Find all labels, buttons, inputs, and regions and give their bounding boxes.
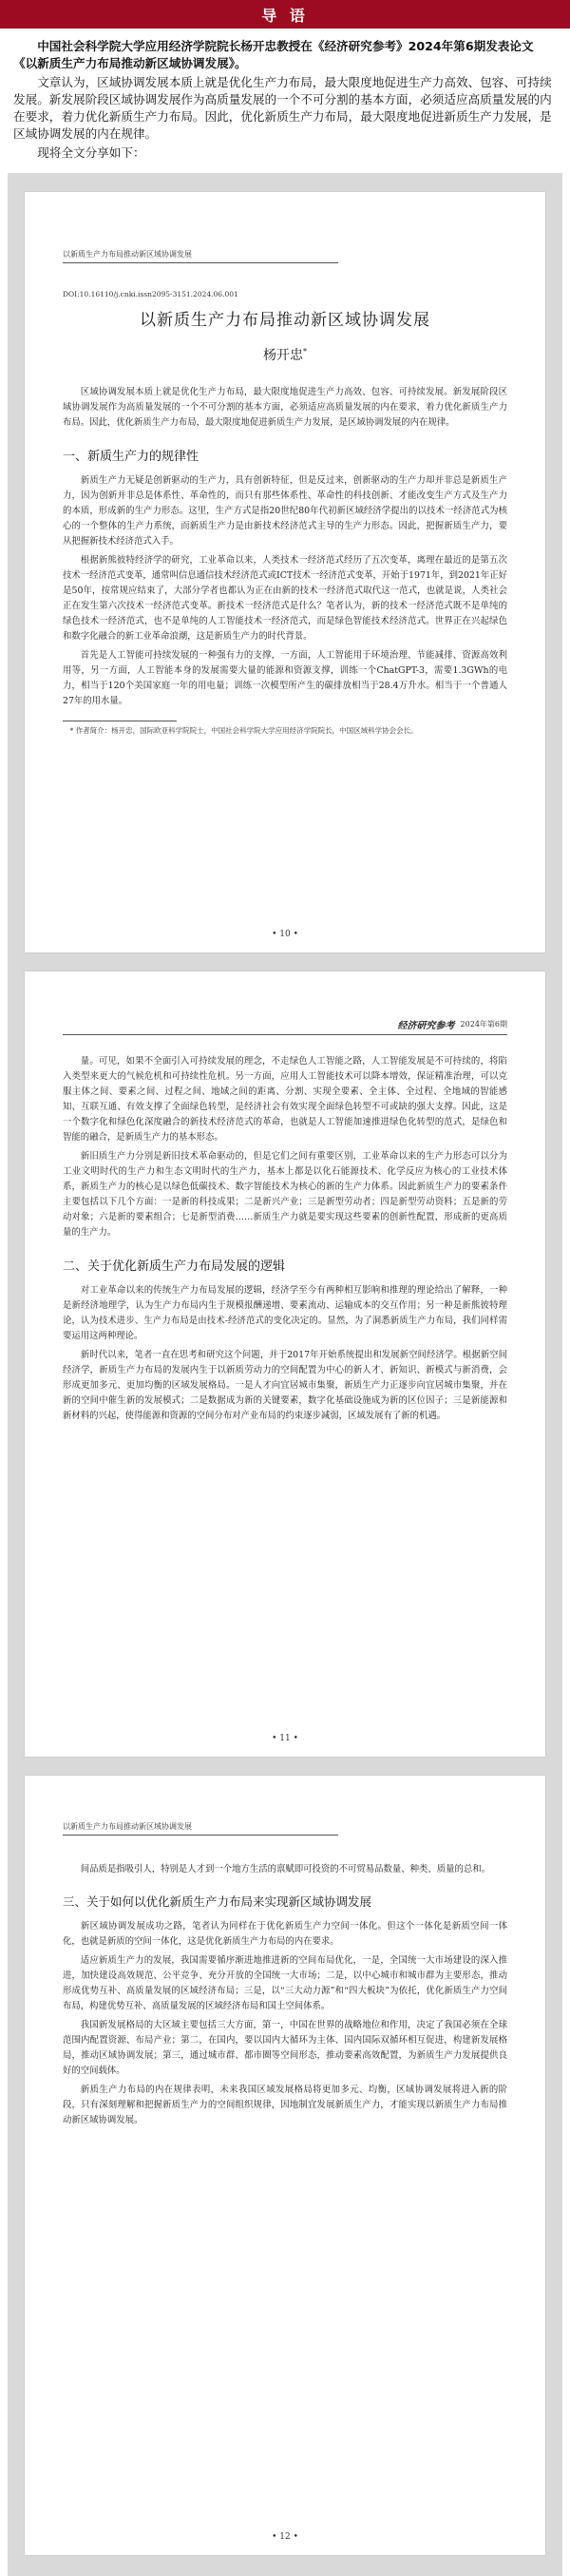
intro-share: 现将全文分享如下：: [37, 145, 145, 160]
banner-title: 导 语: [261, 6, 309, 25]
paragraph: 新旧质生产力分别是新旧技术革命驱动的，但是它们之间有重要区别，工业革命以来的生产力形态可以分为工业文明时代的生产力和生态文明时代的生产力，基本上都是以化石能源技术、化学反应为核心的工业技术体系，新质生产力的核心是以绿色低碳技术、数字智能技术为核心的新的生产力体系。因此新质生产力的要素条件主要包括以下几个方面：一是新的科技成果；二是新兴产业；三是新型劳动者；四是新型劳动资料；五是新的劳动对象；六是新的要素组合；七是新型消费……新质生产力就是要实现这些要素的创新性配置，形成新的更高质量的生产力。: [63, 1151, 507, 1238]
running-head: 以新质生产力布局推动新区域协调发展: [63, 249, 338, 263]
intro-section: [0, 29, 570, 167]
abstract-text: 区域协调发展本质上就是优化生产力布局，最大限度地促进生产力高效、包容、可持续发展。新发展阶段区域协调发展作为高质量发展的一个不可分割的基本方面，必须适应高质量发展的内在要求，着力优化新质生产力布局。因此，优化新质生产力布局，最大限度地促进新质生产力发展，是区域协调发展的内在规律。: [63, 387, 507, 428]
footnote-mark: *: [69, 726, 74, 735]
paragraph: 首先是人工智能可持续发展的一种强有力的支撑，一方面，人工智能用于环境治理、节能减排、资源高效利用等，另一方面，人工智能本身的发展需要大量的能源和资源支撑，训练一个ChatGPT-3，需要1.3GWh的电力，相当于120个美国家庭一年的用电量；训练一次模型所产生的碳排放相当于28.4万升水。相当于一个普通人27年的用水量。: [63, 650, 507, 706]
author-footnote-mark: *: [303, 347, 307, 356]
page-number: • 12 •: [272, 2532, 298, 2542]
author-footnote: [63, 725, 507, 737]
paragraph: 新质生产力布局的内在规律表明，未来我国区域发展格局将更加多元、均衡，区域协调发展将进入新的阶段，只有深刻理解和把握新质生产力的空间组织规律，因地制宜发展新质生产力，才能实现以新质生产力布局推动新区域协调发展。: [63, 2085, 507, 2125]
author-name: 杨开忠: [263, 348, 303, 363]
paragraph: 新时代以来，笔者一直在思考和研究这个问题，并于2017年开始系统提出和发展新空间经济学。根据新空间经济学，新质生产力布局的发展内生于以新质劳动力的空间配置为中心的新人才、新知识、新模式与新消费，会形成更加多元、更加均衡的区域发展格局。一是人才向宜居城市集聚，新质生产力正逐步向宜居城市集聚，并在新的空间中催生新的发展模式；二是数据成为新的关键要素，数字化基础设施成为新的区位因子；三是新能源和新材料的兴起，使得能源和资源的空间分布对产业布局的约束逐步减弱，区域发展有了新的机遇。: [63, 1350, 507, 1421]
page12-body-continued: [63, 1919, 507, 2128]
section-heading-3: 三、关于如何以优化新质生产力布局来实现新区域协调发展: [63, 1894, 372, 1909]
journal-logo: 经济研究参考: [397, 1021, 455, 1031]
article-page-12: [25, 1776, 545, 2555]
page11-body: [63, 1054, 507, 1240]
journal-header: [63, 1017, 507, 1035]
paragraph: 新区域协调发展成功之路，笔者认为同样在于优化新质生产力空间一体化。但这个一体化是新质空间一体化，也就是新质的空间一体化，这是优化新质生产力布局的内在要求。: [63, 1921, 507, 1947]
doi-line: DOI:10.16110/j.cnki.issn2095-3151.2024.06.001: [63, 290, 238, 298]
page-number: • 11 •: [272, 1734, 298, 1743]
intro-banner: [0, 0, 570, 29]
article-abstract: [63, 385, 507, 431]
paragraph: 间品质是指吸引人，特别是人才到一个地方生活的禀赋即可投资的不可贸易品数量、种类、质量的总和。: [80, 1864, 491, 1874]
paragraph: 根据新熊彼特经济学的研究，工业革命以来，人类技术一经济范式经历了五次变革，离理在最近的是第五次技术一经济范式变革，通常叫信息通信技术经济范式或ICT技术一经济范式变革，开始于1971年，到2021年正好是50年，按常规应结束了，大部分学者也都认为正在由新的技术一经济范式取代这一范式，也就是说，人类社会正在发生第六次技术一经济范式变革。新技术一经济范式是什么？笔者认为，新的技术一经济范式既不是单纯的绿色技术一经济范式，也不是单纯的人工智能技术一经济范式，而是绿色智能技术经济范式。世界正在兴起绿色和数字化融合的新工业革命浪潮，这是新质生产力的时代背景。: [63, 555, 507, 642]
intro-body: 文章认为，区域协调发展本质上就是优化生产力布局，最大限度地促进生产力高效、包容、可持续发展。新发展阶段区域协调发展作为高质量发展的一个不可分割的基本方面，必须适应高质量发展的内在要求，着力优化新质生产力布局。因此，优化新质生产力布局，最大限度地促进新质生产力发展，是区域协调发展的内在规律。: [13, 75, 552, 141]
article-page-11: [25, 971, 545, 1757]
paragraph: 适应新质生产力的发展，我国需要循序渐进地推进新的空间布局优化，一是，全国统一大市场建设的深入推进，加快建设高效规范、公平竞争、充分开放的全国统一大市场；二是，以中心城市和城市群为主要形态，推动形成优势互补、高质量发展的区域经济布局；三是，以“三大动力源”和“四大板块”为依托，优化新质生产力空间布局，构建优势互补、高质量发展的区域经济布局和国土空间体系。: [63, 1955, 507, 2011]
article-page-10: [25, 192, 545, 952]
running-head: 以新质生产力布局推动新区域协调发展: [63, 1821, 338, 1836]
page10-body: [63, 473, 507, 709]
footnote-text: 作者简介：杨开忠，国际欧亚科学院院士，中国社会科学院大学应用经济学院院长，中国区域科学协会会长。: [75, 726, 418, 735]
paragraph: 我国新发展格局的大区域主要包括三大方面，第一，中国在世界的战略地位和作用，决定了我国必须在全球范围内配置资源、布局产业；第二，在国内，要以国内大循环为主体、国内国际双循环相互促进，构建新发展格局，推动区域协调发展；第三，通过城市群、都市圈等空间形态，推动要素高效配置，为新质生产力发展提供良好的空间载体。: [63, 2020, 507, 2076]
journal-issue: 2024年第6期: [460, 1020, 507, 1028]
page11-body-continued: [63, 1283, 507, 1424]
intro-lead: 中国社会科学院大学应用经济学院院长杨开忠教授在《经济研究参考》2024年第6期发表论文《以新质生产力布局推动新区域协调发展》。: [13, 39, 534, 70]
paragraph: 量。可见，如果不全面引入可持续发展的理念，不走绿色人工智能之路，人工智能发展是不可持续的，将陷入类型来更大的气候危机和可持续性危机。另一方面，应用人工智能技术可以降本增效，保证精准治理，可以克服主体之间、要素之间、过程之间、地域之间的距离、分割、实现全要素、全主体、全过程、全地域的智能感知、互联互通、有效支撑了全面绿色转型，是经济社会有效实现全面绿色转型不可或缺的强大支撑。因此，这是一个数字化和绿色化深度融合的新技术经济范式的革命，也就是人工智能加速推进绿色化转型的范式，是绿色和智能的融合，是新质生产力的基本形态。: [63, 1056, 507, 1143]
article-scan-area[interactable]: [8, 173, 562, 2576]
section-heading-2: 二、关于优化新质生产力布局发展的逻辑: [63, 1259, 286, 1274]
paragraph: 新质生产力无疑是创新驱动的生产力，具有创新特征，但是反过来，创新驱动的生产力却并非总是新质生产力，因为创新并非总是体系性、革命性的，而只有那些体系性、革命性的科技创新、才能改变生产方式及生产力的本质，形成新的生产力形态。这里，生产方式是指20世纪80年代初新区域经济学提出的以技术一经济范式为核心的一个整体的生产力系统，而新质生产力是由新技术经济范式主导的生产力形态。因此，把握新质生产力，要从把握新技术经济范式入手。: [63, 475, 507, 547]
page-number: • 10 •: [272, 930, 298, 939]
article-title: 以新质生产力布局推动新区域协调发展: [140, 311, 430, 330]
article-author: [63, 345, 507, 364]
page12-body: [63, 1862, 507, 1877]
section-heading-1: 一、新质生产力的规律性: [63, 450, 200, 464]
paragraph: 对工业革命以来的传统生产力布局发展的逻辑，经济学至今有两种相互影响和推理的理论给出了解释，一种是新经济地理学，认为生产力布局内生于规模报酬递增、要素流动、运输成本的交互作用；另一种是新熊彼特理论，认为技术进步、生产力布局是由技术-经济范式的变化决定的。显然，为了洞悉新质生产力布局，我们同样需要运用这两种理论。: [63, 1285, 507, 1341]
